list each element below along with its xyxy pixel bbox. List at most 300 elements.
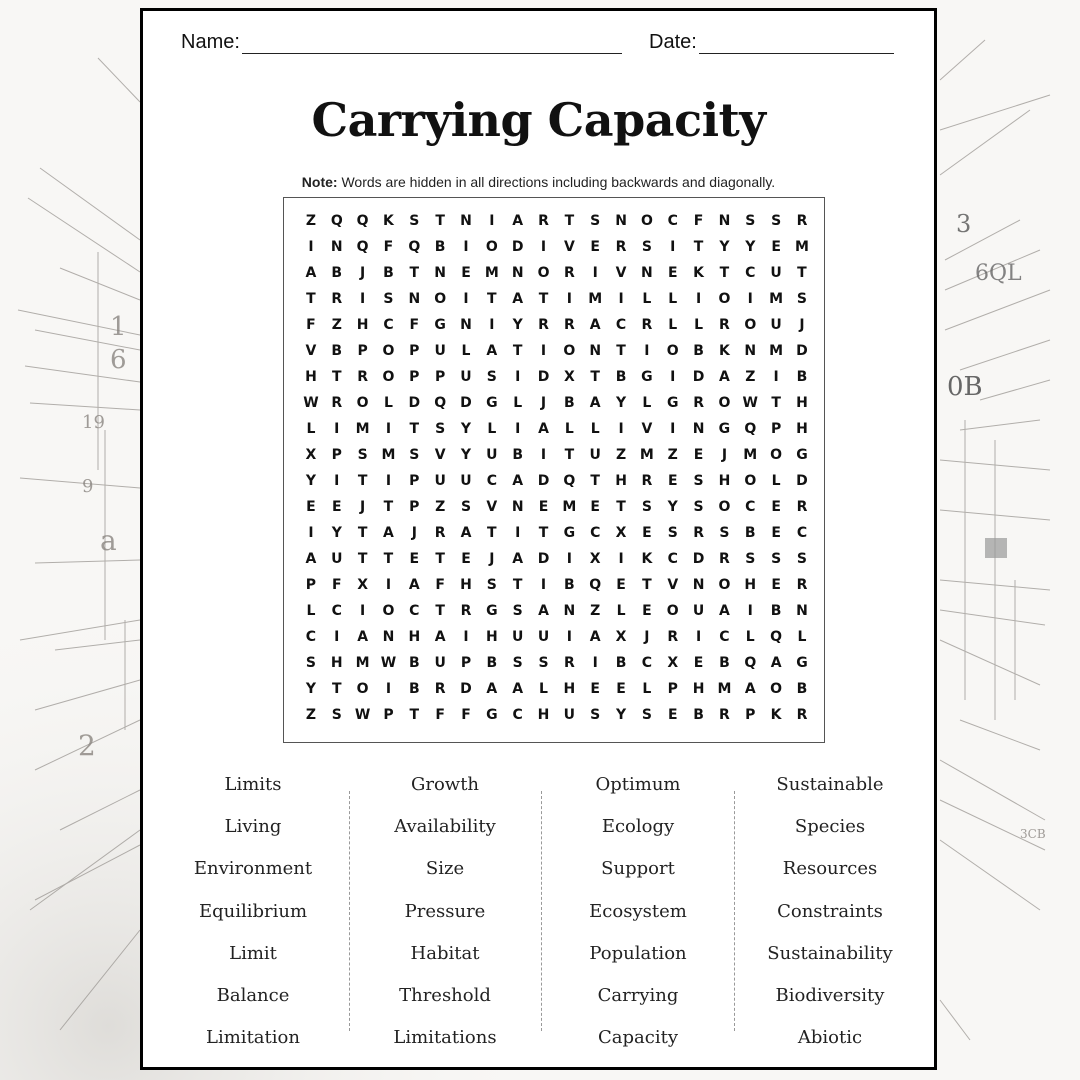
grid-cell[interactable]: N [460,213,472,229]
grid-cell[interactable]: E [331,499,342,515]
grid-cell[interactable]: Y [512,317,523,333]
grid-cell[interactable]: I [334,473,340,489]
grid-cell[interactable]: N [511,499,524,515]
grid-cell[interactable]: N [330,239,343,255]
grid-cell[interactable]: Q [408,239,421,255]
grid-cell[interactable]: V [641,421,653,437]
grid-cell[interactable]: E [771,577,781,593]
grid-cell[interactable]: V [563,239,575,255]
grid-cell[interactable]: A [538,603,549,619]
grid-cell[interactable]: I [670,421,676,437]
grid-cell[interactable]: S [357,447,368,463]
grid-cell[interactable]: Y [331,525,342,541]
grid-cell[interactable]: D [537,473,550,489]
grid-cell[interactable]: L [797,629,807,645]
grid-cell[interactable]: K [718,343,730,359]
grid-cell[interactable]: F [435,707,445,723]
grid-cell[interactable]: N [408,291,421,307]
grid-cell[interactable]: M [355,421,370,437]
grid-cell[interactable]: A [434,629,446,645]
grid-cell[interactable]: J [799,317,805,333]
grid-cell[interactable]: S [745,213,756,229]
grid-cell[interactable]: N [744,343,757,359]
grid-cell[interactable]: P [435,369,446,385]
grid-cell[interactable]: L [745,629,755,645]
grid-cell[interactable]: E [590,499,600,515]
grid-cell[interactable]: E [306,499,316,515]
grid-cell[interactable]: F [693,213,704,229]
grid-cell[interactable]: A [719,603,730,619]
grid-cell[interactable]: O [744,473,757,489]
grid-cell[interactable]: B [331,265,343,281]
grid-cell[interactable]: R [641,317,653,333]
grid-cell[interactable]: C [615,317,627,333]
grid-cell[interactable]: N [692,577,705,593]
grid-cell[interactable]: U [434,473,446,489]
grid-cell[interactable]: J [489,551,495,567]
grid-cell[interactable]: G [486,603,498,619]
grid-cell[interactable]: D [460,681,472,697]
grid-cell[interactable]: A [460,525,472,541]
grid-cell[interactable]: S [590,707,601,723]
grid-cell[interactable]: R [538,213,549,229]
grid-cell[interactable]: M [562,499,577,515]
grid-cell[interactable]: G [563,525,576,541]
grid-cell[interactable]: X [589,551,601,567]
grid-cell[interactable]: R [460,603,472,619]
grid-cell[interactable]: R [719,551,730,567]
grid-cell[interactable]: F [306,317,316,333]
grid-cell[interactable]: U [563,707,576,723]
grid-cell[interactable]: T [512,577,523,593]
grid-cell[interactable]: J [360,499,366,515]
grid-cell[interactable]: I [334,421,340,437]
grid-cell[interactable]: K [693,265,704,281]
grid-cell[interactable]: R [615,239,627,255]
grid-cell[interactable]: G [486,707,498,723]
grid-cell[interactable]: L [642,681,652,697]
grid-cell[interactable]: H [330,655,343,671]
grid-cell[interactable]: P [409,343,420,359]
grid-cell[interactable]: O [718,499,731,515]
grid-cell[interactable]: U [537,629,550,645]
grid-cell[interactable]: T [357,525,368,541]
grid-cell[interactable]: R [693,395,704,411]
grid-cell[interactable]: B [434,239,446,255]
grid-cell[interactable]: S [719,525,730,541]
grid-cell[interactable]: R [538,317,549,333]
date-field[interactable] [649,31,894,54]
grid-cell[interactable]: H [563,681,576,697]
grid-cell[interactable]: S [538,655,549,671]
grid-cell[interactable]: E [642,525,652,541]
grid-cell[interactable]: V [434,447,446,463]
grid-cell[interactable]: A [512,551,524,567]
grid-cell[interactable]: H [356,317,369,333]
grid-cell[interactable]: V [305,343,317,359]
grid-cell[interactable]: S [486,369,497,385]
grid-cell[interactable]: L [383,395,393,411]
grid-cell[interactable]: S [667,525,678,541]
grid-cell[interactable]: A [744,681,756,697]
grid-cell[interactable]: R [796,707,808,723]
grid-cell[interactable]: Q [356,239,369,255]
grid-cell[interactable]: S [693,473,704,489]
grid-cell[interactable]: O [640,213,653,229]
grid-cell[interactable]: R [563,317,575,333]
grid-cell[interactable]: E [590,239,600,255]
grid-cell[interactable]: M [769,343,784,359]
grid-cell[interactable]: A [512,213,524,229]
grid-cell[interactable]: I [747,603,753,619]
grid-cell[interactable]: E [642,603,652,619]
grid-cell[interactable]: L [461,343,471,359]
grid-cell[interactable]: P [409,369,420,385]
grid-cell[interactable]: D [692,369,705,385]
grid-cell[interactable]: M [639,447,654,463]
grid-cell[interactable]: G [486,395,498,411]
grid-cell[interactable]: E [616,577,626,593]
grid-cell[interactable]: J [721,447,728,463]
grid-cell[interactable]: Q [563,473,576,489]
grid-cell[interactable]: A [589,395,601,411]
grid-cell[interactable]: I [747,291,753,307]
grid-cell[interactable]: A [408,577,420,593]
grid-cell[interactable]: N [460,317,472,333]
grid-cell[interactable]: O [666,343,679,359]
grid-cell[interactable]: C [667,213,678,229]
grid-cell[interactable]: D [796,473,808,489]
grid-cell[interactable]: S [641,239,652,255]
grid-cell[interactable]: P [409,499,420,515]
grid-cell[interactable]: Z [667,447,678,463]
grid-cell[interactable]: L [564,421,574,437]
grid-cell[interactable]: I [566,629,572,645]
grid-cell[interactable]: B [693,343,704,359]
grid-cell[interactable]: Y [615,395,627,411]
grid-cell[interactable]: Q [770,629,783,645]
grid-cell[interactable]: E [616,681,626,697]
grid-cell[interactable]: T [719,265,730,281]
grid-cell[interactable]: C [745,265,756,281]
grid-cell[interactable]: O [356,395,369,411]
grid-cell[interactable]: Z [331,317,342,333]
grid-cell[interactable]: T [331,681,342,697]
grid-cell[interactable]: N [641,265,653,281]
grid-cell[interactable]: M [355,655,370,671]
grid-cell[interactable]: I [670,369,676,385]
grid-cell[interactable]: P [357,343,368,359]
grid-cell[interactable]: A [589,317,601,333]
grid-cell[interactable]: M [588,291,603,307]
grid-cell[interactable]: B [564,395,575,411]
grid-cell[interactable]: T [693,239,704,255]
grid-cell[interactable]: M [484,265,499,281]
grid-cell[interactable]: B [796,681,808,697]
grid-cell[interactable]: A [486,681,498,697]
grid-cell[interactable]: S [409,213,420,229]
grid-cell[interactable]: O [485,239,498,255]
grid-cell[interactable]: F [409,317,420,333]
grid-cell[interactable]: W [354,707,371,723]
grid-cell[interactable]: J [540,395,547,411]
grid-cell[interactable]: U [770,265,782,281]
grid-cell[interactable]: E [538,499,549,515]
grid-cell[interactable]: Y [460,421,472,437]
grid-cell[interactable]: D [692,551,705,567]
grid-cell[interactable]: H [692,681,705,697]
grid-cell[interactable]: L [642,395,652,411]
grid-cell[interactable]: A [589,629,601,645]
grid-cell[interactable]: E [667,265,678,281]
grid-cell[interactable]: X [615,525,627,541]
grid-cell[interactable]: S [771,213,782,229]
grid-cell[interactable]: L [668,291,678,307]
grid-cell[interactable]: L [616,603,626,619]
grid-cell[interactable]: R [563,265,575,281]
grid-cell[interactable]: C [641,655,653,671]
grid-cell[interactable]: M [769,291,784,307]
grid-cell[interactable]: M [381,447,396,463]
grid-cell[interactable]: O [666,603,679,619]
grid-cell[interactable]: N [382,629,395,645]
grid-cell[interactable]: P [460,655,472,671]
grid-cell[interactable]: H [460,577,472,593]
grid-cell[interactable]: P [667,681,678,697]
grid-cell[interactable]: G [641,369,653,385]
grid-cell[interactable]: J [411,525,417,541]
grid-cell[interactable]: B [408,681,420,697]
grid-cell[interactable]: U [511,629,524,645]
grid-cell[interactable]: Y [719,239,730,255]
grid-cell[interactable]: E [693,447,704,463]
grid-cell[interactable]: C [383,317,394,333]
grid-cell[interactable]: H [485,629,498,645]
grid-cell[interactable]: I [618,551,624,567]
grid-cell[interactable]: Q [330,213,343,229]
grid-cell[interactable]: I [385,577,392,593]
grid-cell[interactable]: I [566,291,572,307]
grid-cell[interactable]: T [487,291,497,307]
grid-cell[interactable]: K [383,213,394,229]
grid-cell[interactable]: A [357,629,369,645]
grid-cell[interactable]: R [667,629,679,645]
grid-cell[interactable]: S [745,551,756,567]
grid-cell[interactable]: K [770,707,782,723]
grid-cell[interactable]: I [592,265,598,281]
grid-cell[interactable]: S [641,499,652,515]
grid-cell[interactable]: R [331,291,343,307]
grid-cell[interactable]: A [512,291,524,307]
grid-cell[interactable]: P [745,707,756,723]
grid-cell[interactable]: Q [744,655,757,671]
grid-cell[interactable]: R [693,525,704,541]
grid-cell[interactable]: T [435,551,445,567]
grid-cell[interactable]: L [306,603,316,619]
grid-cell[interactable]: H [796,421,808,437]
grid-cell[interactable]: T [590,473,600,489]
grid-cell[interactable]: Q [434,395,447,411]
grid-cell[interactable]: B [408,655,420,671]
grid-cell[interactable]: Y [305,681,316,697]
grid-cell[interactable]: A [305,265,317,281]
grid-cell[interactable]: I [695,291,702,307]
grid-cell[interactable]: U [331,551,343,567]
grid-cell[interactable]: N [589,343,602,359]
grid-cell[interactable]: L [642,291,652,307]
grid-cell[interactable]: C [667,551,678,567]
grid-cell[interactable]: T [616,343,626,359]
grid-cell[interactable]: U [460,473,472,489]
grid-cell[interactable]: O [537,265,550,281]
grid-cell[interactable]: I [540,343,547,359]
grid-cell[interactable]: A [383,525,394,541]
grid-cell[interactable]: S [383,291,394,307]
grid-cell[interactable]: T [409,707,420,723]
grid-cell[interactable]: R [796,577,808,593]
grid-cell[interactable]: L [513,395,523,411]
grid-cell[interactable]: T [564,447,575,463]
grid-cell[interactable]: M [794,239,809,255]
grid-cell[interactable]: P [331,447,342,463]
grid-cell[interactable]: P [770,421,782,437]
grid-cell[interactable]: Y [460,447,472,463]
grid-cell[interactable]: I [463,629,469,645]
grid-cell[interactable]: U [434,343,446,359]
grid-cell[interactable]: I [540,239,547,255]
grid-cell[interactable]: E [667,707,678,723]
grid-cell[interactable]: I [385,473,392,489]
grid-cell[interactable]: Z [615,447,627,463]
grid-cell[interactable]: B [486,655,498,671]
grid-cell[interactable]: O [718,395,731,411]
grid-cell[interactable]: Y [305,473,316,489]
grid-cell[interactable]: B [796,369,808,385]
grid-cell[interactable]: A [719,369,730,385]
grid-cell[interactable]: N [511,265,524,281]
grid-cell[interactable]: V [615,265,627,281]
grid-cell[interactable]: J [360,265,366,281]
grid-cell[interactable]: I [360,291,366,307]
grid-cell[interactable]: T [538,525,549,541]
grid-cell[interactable]: H [718,473,731,489]
grid-cell[interactable]: N [796,603,808,619]
grid-cell[interactable]: Q [356,213,369,229]
grid-cell[interactable]: H [408,629,421,645]
grid-cell[interactable]: I [773,369,779,385]
grid-cell[interactable]: T [409,265,420,281]
grid-cell[interactable]: Z [590,603,601,619]
grid-cell[interactable]: I [489,213,495,229]
grid-cell[interactable]: G [666,395,679,411]
grid-cell[interactable]: C [719,629,730,645]
grid-cell[interactable]: W [303,395,319,411]
grid-cell[interactable]: T [642,577,652,593]
grid-cell[interactable]: A [512,473,524,489]
grid-cell[interactable]: O [434,291,447,307]
grid-cell[interactable]: B [719,655,730,671]
grid-cell[interactable]: X [563,369,575,385]
grid-cell[interactable]: U [692,603,705,619]
grid-cell[interactable]: T [331,369,342,385]
grid-cell[interactable]: I [463,239,469,255]
grid-cell[interactable]: Y [667,499,678,515]
grid-cell[interactable]: D [460,395,472,411]
grid-cell[interactable]: I [618,291,624,307]
grid-cell[interactable]: I [385,421,392,437]
grid-cell[interactable]: I [334,629,340,645]
grid-cell[interactable]: T [487,525,497,541]
grid-cell[interactable]: I [644,343,650,359]
grid-cell[interactable]: I [463,291,469,307]
grid-cell[interactable]: S [796,291,807,307]
grid-cell[interactable]: S [305,655,316,671]
grid-cell[interactable]: R [719,317,730,333]
grid-cell[interactable]: Q [589,577,602,593]
grid-cell[interactable]: X [615,629,627,645]
grid-cell[interactable]: S [693,499,704,515]
grid-cell[interactable]: R [796,213,808,229]
grid-cell[interactable]: S [460,499,472,515]
grid-cell[interactable]: H [305,369,317,385]
grid-cell[interactable]: T [435,213,445,229]
grid-cell[interactable]: M [717,681,732,697]
grid-cell[interactable]: R [719,707,730,723]
grid-cell[interactable]: H [744,577,757,593]
grid-cell[interactable]: R [331,395,343,411]
grid-cell[interactable]: O [770,447,783,463]
grid-cell[interactable]: I [515,421,521,437]
grid-cell[interactable]: N [718,213,731,229]
grid-cell[interactable]: C [331,603,342,619]
grid-cell[interactable]: O [744,317,757,333]
grid-cell[interactable]: E [771,499,781,515]
grid-cell[interactable]: N [434,265,446,281]
grid-cell[interactable]: I [670,239,676,255]
grid-cell[interactable]: U [434,655,446,671]
grid-cell[interactable]: X [357,577,368,593]
grid-cell[interactable]: P [383,707,394,723]
grid-cell[interactable]: C [590,525,601,541]
grid-cell[interactable]: P [305,577,317,593]
grid-cell[interactable]: X [305,447,317,463]
grid-cell[interactable]: H [537,707,550,723]
grid-cell[interactable]: L [694,317,704,333]
grid-cell[interactable]: D [511,239,524,255]
grid-cell[interactable]: S [331,707,342,723]
grid-cell[interactable]: E [461,265,471,281]
grid-cell[interactable]: I [592,655,598,671]
grid-cell[interactable]: I [618,421,624,437]
grid-cell[interactable]: B [770,603,782,619]
grid-cell[interactable]: A [538,421,549,437]
grid-cell[interactable]: Q [744,421,757,437]
grid-cell[interactable]: A [512,681,524,697]
grid-cell[interactable]: R [357,369,368,385]
grid-cell[interactable]: I [566,551,572,567]
grid-cell[interactable]: O [382,343,395,359]
grid-cell[interactable]: Z [305,213,316,229]
grid-cell[interactable]: C [486,473,497,489]
grid-cell[interactable]: L [590,421,600,437]
grid-cell[interactable]: U [486,447,498,463]
grid-cell[interactable]: I [695,629,702,645]
grid-cell[interactable]: R [796,499,808,515]
grid-cell[interactable]: I [385,681,392,697]
grid-cell[interactable]: I [489,317,495,333]
grid-cell[interactable]: W [742,395,758,411]
grid-cell[interactable]: L [539,681,548,697]
